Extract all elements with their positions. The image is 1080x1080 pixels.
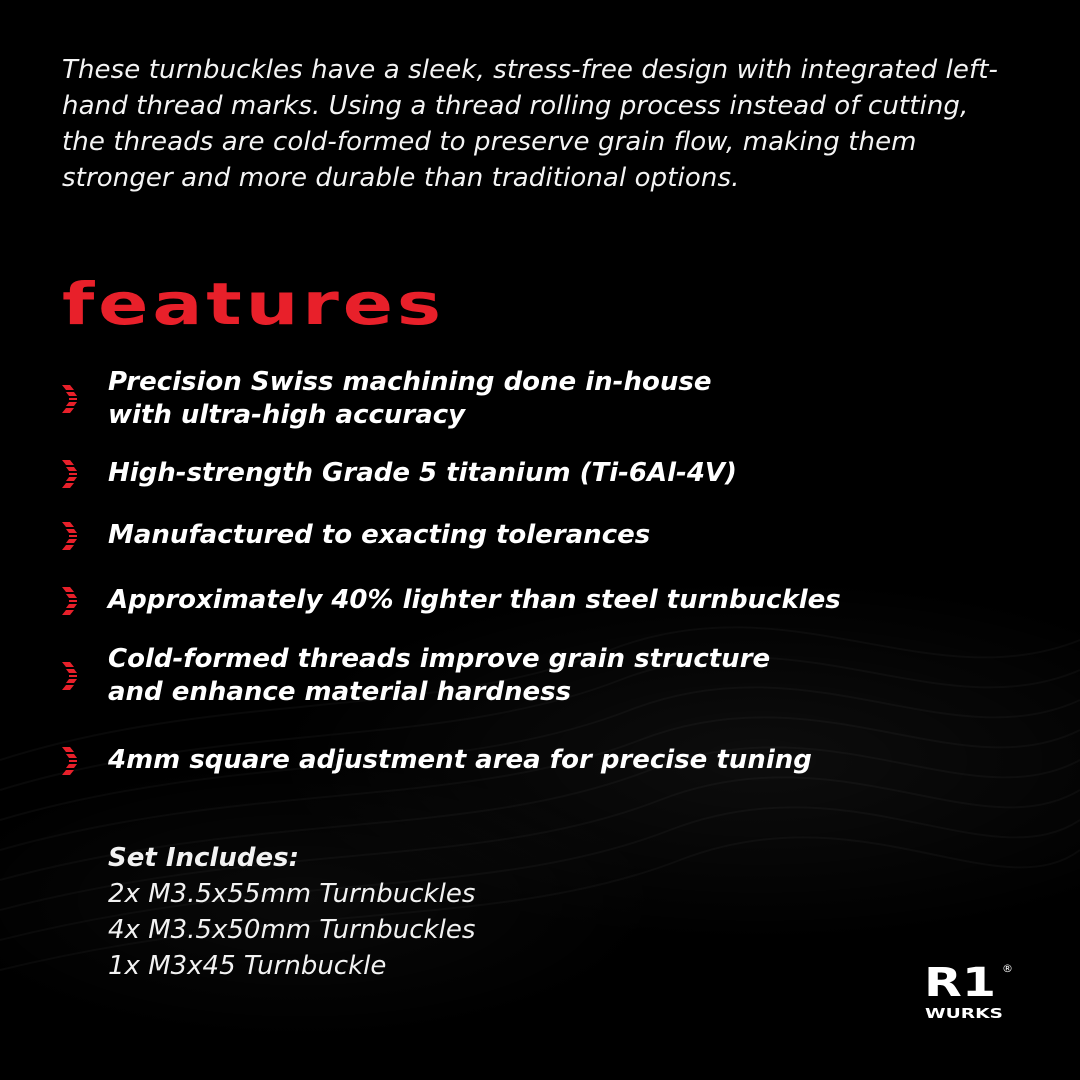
- chevron-right-icon: [60, 383, 82, 415]
- feature-text: [108, 366, 711, 432]
- feature-text: High-strength Grade 5 titanium (Ti-6Al-4V): [108, 458, 737, 488]
- feature-item: [60, 457, 1020, 490]
- feature-text: Approximately 40% lighter than steel turnbuckles: [108, 585, 841, 615]
- feature-text: 4mm square adjustment area for precise tuning: [108, 745, 812, 775]
- set-includes-item: 4x M3.5x50mm Turnbuckles: [108, 915, 476, 945]
- intro-paragraph: These turnbuckles have a sleek, stress-free design with integrated left-hand thread marks. Using a thread rolling process instead of cutting, the threads are cold-formed to preserve grain flow, making them stronger and more durable than traditional options.: [62, 55, 999, 193]
- chevron-right-icon: [60, 585, 82, 617]
- feature-item: [60, 584, 1020, 617]
- feature-line: Cold-formed threads improve grain structure: [108, 644, 771, 674]
- set-includes-item: 1x M3x45 Turnbuckle: [108, 951, 387, 981]
- set-includes-list: [108, 840, 475, 984]
- feature-item: [60, 519, 1020, 552]
- chevron-right-icon: [60, 660, 82, 692]
- feature-line: with ultra-high accuracy: [108, 400, 466, 430]
- feature-item: [60, 643, 1020, 709]
- feature-text: [108, 643, 770, 709]
- logo-subtitle: WURKS: [925, 1007, 1003, 1022]
- chevron-right-icon: [60, 458, 82, 490]
- logo-registered-mark: ®: [1002, 962, 1013, 975]
- r1-wurks-logo: [922, 958, 1022, 1022]
- set-includes-item: 2x M3.5x55mm Turnbuckles: [108, 879, 476, 909]
- feature-item: [60, 744, 1020, 777]
- logo-mark: R1: [924, 960, 996, 1006]
- feature-text: Manufactured to exacting tolerances: [108, 520, 651, 550]
- features-heading: features: [62, 270, 445, 338]
- set-includes-title: Set Includes:: [108, 843, 299, 873]
- feature-line: Precision Swiss machining done in-house: [108, 367, 712, 397]
- feature-item: [60, 366, 1020, 432]
- chevron-right-icon: [60, 520, 82, 552]
- chevron-right-icon: [60, 745, 82, 777]
- feature-line: and enhance material hardness: [108, 677, 572, 707]
